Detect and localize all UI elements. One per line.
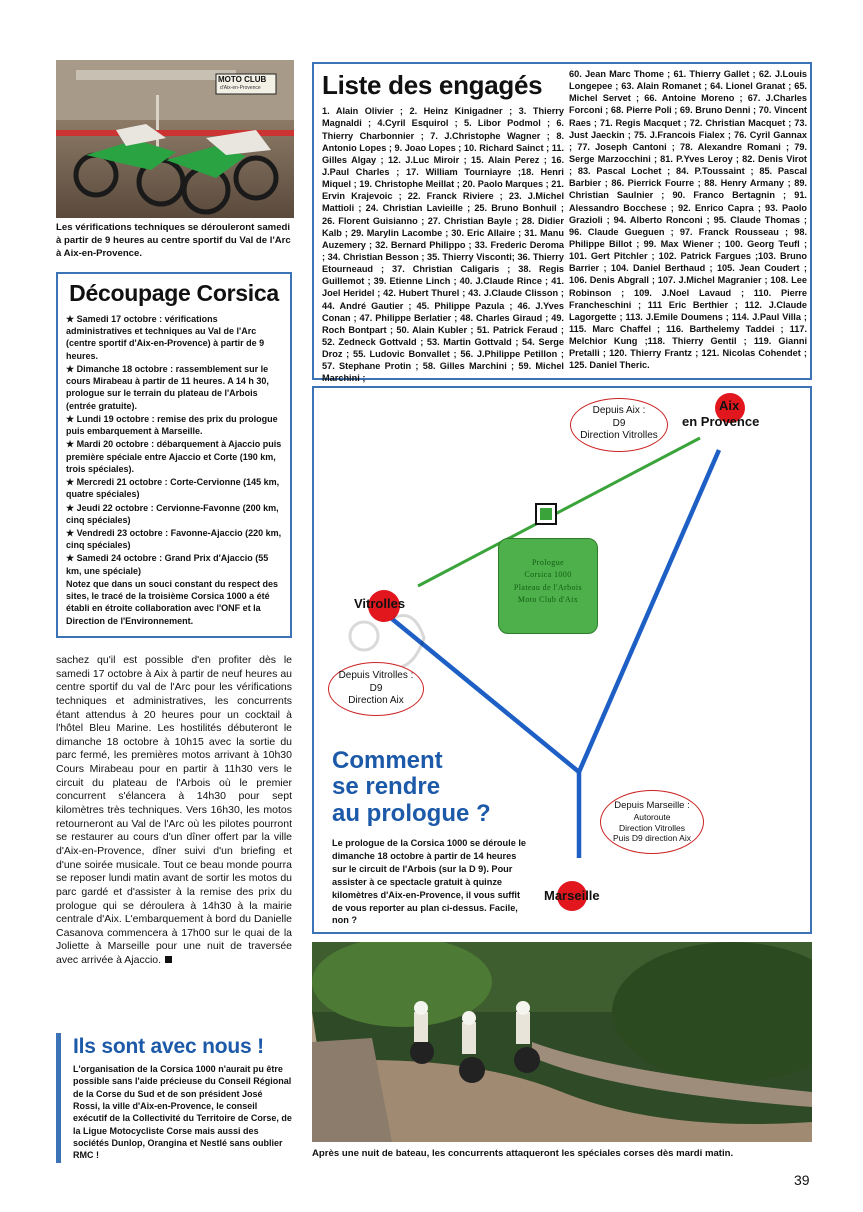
callout-aix-line: Direction Vitrolles [580, 430, 658, 441]
schedule-list [66, 313, 282, 627]
page-number: 39 [794, 1172, 810, 1188]
schedule-item: ★ Samedi 24 octobre : Grand Prix d'Ajaccio (55 km, une spéciale) [66, 553, 269, 576]
callout-aix [570, 398, 668, 452]
callout-marseille-line: Depuis Marseille : [614, 800, 690, 811]
schedule-item: ★ Lundi 19 octobre : remise des prix du prologue puis embarquement à Marseille. [66, 413, 278, 437]
end-mark [165, 956, 172, 963]
prologue-line: Moto Club d'Aix [517, 595, 579, 605]
callout-vitrolles-line: D9 [369, 682, 383, 694]
city-vitrolles: Vitrolles [354, 596, 406, 611]
schedule-title: Découpage Corsica [69, 280, 279, 306]
callout-vitrolles [328, 662, 424, 716]
directions-title [332, 748, 532, 827]
callout-marseille [600, 790, 704, 854]
road-aix [579, 450, 719, 772]
entrants-list-2: 60. Jean Marc Thome ; 61. Thierry Gallet ; 62. J.Louis Longepee ; 63. Alain Romanet ; 64. Lionel Granat ; 65. Michel Servet ; 66. Antoine Moreno ; 67. J.Charles Forconi ; 68. Pierre Poli ; 69. Bruno Denni ; 70. Vincent Raes ; 71. Regis Macquet ; 72. Christian Macquet ; 73. Just Jaeckin ; 75. J.Francois Fialex ; 76. Cyril Gannax ; 77. Joseph Cantoni ; 78. Alexandre Romani ; 79. Serge Marzocchini ; 81. P.Yves Leroy ; 82. Denis Virot ; 83. Pascal Lochet ; 84. P.Toussaint ; 85. Pascal Barbier ; 86. Pierrick Fourre ; 88. Henry Armany ; 89. Christian Saulnier ; 90. Franco Bertagnin ; 91. Alessandro Bocchese ; 92. Enrico Capra ; 93. Paolo Grazioli ; 94. Alberto Ronconi ; 95. Claude Thomas ; 96. Claude Gueguen ; 97. Franck Rousseau ; 98. Philippe Billot ; 99. Max Wiener ; 100. Georg Teufl ; 101. Gert Pitchler ; 102. Patrick Fargues ;103. Bruno Barrier ; 104. Daniel Berthaud ; 105. Jean Coudert ; 106. Denis Abgrall ; 107. J.Michel Magranier ; 108. Lee Robinson ; 109. J.Noel Lavaud ; 110. Pierre Francheschini ; 111 Eric Berthier ; 112. J.Claude Lagorgette ; 113. J.Emile Doumens ; 114. J.Paul Villa ; 115. Marc Chaffel ; 116. Barthelemy Taddei ; 117. Melchior Kung ;118. Thierry Gentil ; 119. Gianni Pretalli ; 120. Thierry Frantz ; 121. Nicolas Cohendet ; 125. Daniel Theric. [569, 69, 807, 371]
callout-marseille-line: Puis D9 direction Aix [613, 833, 691, 844]
prologue-box [498, 538, 598, 634]
city-aix-sub: en Provence [682, 414, 760, 429]
sponsors-title: Ils sont avec nous ! [73, 1035, 264, 1058]
access-map [312, 386, 812, 934]
article-body [56, 654, 292, 968]
directions-title-line: se rendre [332, 773, 441, 801]
directions-title-line: Comment [332, 747, 443, 774]
banner-subtext: d'Aix-en-Provence [220, 85, 261, 91]
schedule-item: ★ Mardi 20 octobre : débarquement à Ajaccio puis première spéciale entre Ajaccio et Corte (190 km, trois spéciales). [66, 439, 282, 474]
photo-caption-top: Les vérifications techniques se dérouleront samedi à partir de 9 heures au centre sportif du Val de l'Arc à Aix-en-Provence. [56, 222, 291, 259]
schedule-item: ★ Dimanche 18 octobre : rassemblement sur le cours Mirabeau à partir de 11 heures. A 14 h 30, prologue sur le terrain du plateau de l'Arbois (entrée gratuite). [66, 363, 269, 411]
motorcycle-photo [56, 60, 294, 218]
city-marseille: Marseille [544, 888, 600, 903]
callout-aix-line: Depuis Aix : [592, 405, 646, 416]
entrants-box [312, 62, 812, 384]
schedule-item: ★ Samedi 17 octobre : vérifications administratives et techniques au Val de l'Arc (centre sportif d'Aix-en-Provence) à partir de 9 heures. [66, 314, 265, 361]
riders-photo [312, 942, 812, 1142]
callout-vitrolles-line: Direction Aix [348, 695, 404, 706]
directions-block [332, 748, 532, 927]
schedule-box [56, 272, 292, 638]
callout-vitrolles-line: Depuis Vitrolles : [338, 670, 414, 681]
callout-marseille-line: Direction Vitrolles [619, 822, 685, 833]
entrants-column-1 [322, 68, 564, 385]
schedule-item: ★ Jeudi 22 octobre : Cervionne-Favonne (200 km, cinq spéciales) [66, 502, 279, 525]
entrants-title: Liste des engagés [322, 70, 543, 100]
prologue-line: Corsica 1000 [524, 570, 572, 580]
schedule-note: Notez que dans un souci constant du respect des sites, le tracé de la troisième Corsica 1000 a été établi en étroite collaboration avec l'ONF et la Direction de l'Environnement. [66, 578, 279, 626]
entrants-column-2 [569, 68, 807, 372]
photo-caption-bottom: Après une nuit de bateau, les concurrents attaqueront les spéciales corses dès mardi matin. [312, 1148, 734, 1159]
entrants-list-1: 1. Alain Olivier ; 2. Heinz Kinigadner ; 3. Thierry Magnaldi ; 4.Cyril Esquirol ; 5. Libor Podmol ; 6. Thierry Charbonnier ; 7. J.Christophe Wagner ; 8. Antonio Lopes ; 9. Joao Lopes ; 10. Richard Sainct ; 11. Gilles Algay ; 12. J.Luc Miroir ; 15. Alain Perez ; 16. J.Paul Charles ; 17. William Tourniayre ;18. Henri Miquel ; 19. Christophe Meillat ; 20. Paolo Marques ; 21. Ervin Krajevoic ; 22. Franck Riviere ; 23. J.Michel Mattioli ; 24. Christian Lavieille ; 25. Bruno Bonhuil ; 26. Florent Guisianno ; 27. Christian Bayle ; 28. Didier Kalb ; 29. Marylin Lacombe ; 30. Eric Allaire ; 31. Manu Auzemery ; 32. Bernard Philippo ; 33. Frederic Deroma ; 34. Christian Besson ; 35. Thierry Visconti; 36. Thierry Etourneaud ; 37. Christian Caligaris ; 38. Regis Guillemot ; 39. Etienne Linch ; 40. J.Claude Rince ; 41. Joel Heridel ; 42. Hubert Thurel ; 43. J.Claude Clisson ; 44. André Gautier ; 45. Philippe Pazula ; 46. J.Yves Conan ; 47. Philippe Berlatier ; 48. Charles Giraud ; 49. Roch Bontpart ; 50. Alain Kubler ; 51. Patrick Feraud ; 52. Zedneck Gottvald ; 53. Martin Gottvald ; 54. Serge Droz ; 55. Ludovic Bonvallet ; 56. J.Philippe Petillon ; 57. Stephane Protin ; 58. Gilles Marchini ; 59. Michel Marchini ; [322, 106, 564, 384]
callout-marseille-line: Autoroute [633, 811, 671, 822]
directions-text: Le prologue de la Corsica 1000 se déroule le dimanche 18 octobre à partir de 14 heures sur le circuit de l'Arbois (sur la D 9). Pour assister à ce spectacle gratuit à quinze kilomètres d'Aix-en-Provence, il vous suffit de vous reporter au plan ci-dessus. Facile, non ? [332, 838, 527, 926]
sponsors-box [56, 1033, 292, 1163]
directions-title-line: au prologue ? [332, 799, 491, 827]
schedule-item: ★ Mercredi 21 octobre : Corte-Cervionne (145 km, quatre spéciales) [66, 477, 280, 500]
prologue-line: Plateau de l'Arbois [513, 582, 583, 592]
schedule-item: ★ Vendredi 23 octobre : Favonne-Ajaccio (220 km, cinq spéciales) [66, 527, 282, 551]
city-aix: Aix [719, 398, 740, 413]
prologue-line: Prologue [531, 558, 565, 567]
article-text: sachez qu'il est possible d'en profiter dès le samedi 17 octobre à Aix à partir de neuf heures au centre sportif du val de l'Arc pour les vérifications techniques et administratives, les concurrents étant attendus à 20 heures pour un cocktail à l'hôtel Bleu Marine. Les hostilités débuteront le dimanche 18 octobre à 10h15 avec la sortie du parc fermé, les premières motos arrivant à 10h30 Cours Mirabeau pour en partir à 11h30 vers le circuit du plateau de l'Arbois où le premier concurrent s'élancera à 14h30 pour sept kilomètres très techniques. Vers 16h30, les motos retourneront au Val de l'Arc où les pilotes pourront se restaurer au cours d'un dîner offert par la ville d'Aix-en-Provence, dîner suivi d'un briefing et d'une soirée musicale. Tout ce beau monde pourra se reposer lundi matin avant de sortir les motos du parc gardé et d'assister à la remise des prix du prologue qui se déroulera à 14h30 à la mairie centrale d'Aix. L'embarquement à bord du Danielle Casanova commencera à 17h00 sur le quai de la Joliette à Marseille pour une nuit de traversée avec arrivée à Ajaccio. [56, 654, 292, 967]
callout-aix-line: D9 [612, 417, 626, 429]
banner-text: MOTO CLUB [218, 75, 267, 84]
sponsors-text: L'organisation de la Corsica 1000 n'aurait pu être possible sans l'aide précieuse du Conseil Régional de la Corse du Sud et de son président José Rossi, la ville d'Aix-en-Provence, le conseil exécutif de la Collectivité du Territoire de Corse, de la Ligue Motocycliste Corse mais aussi des sociétés Dunlop, Orangina et Nestlé sans oublier RMC ! [73, 1064, 292, 1161]
